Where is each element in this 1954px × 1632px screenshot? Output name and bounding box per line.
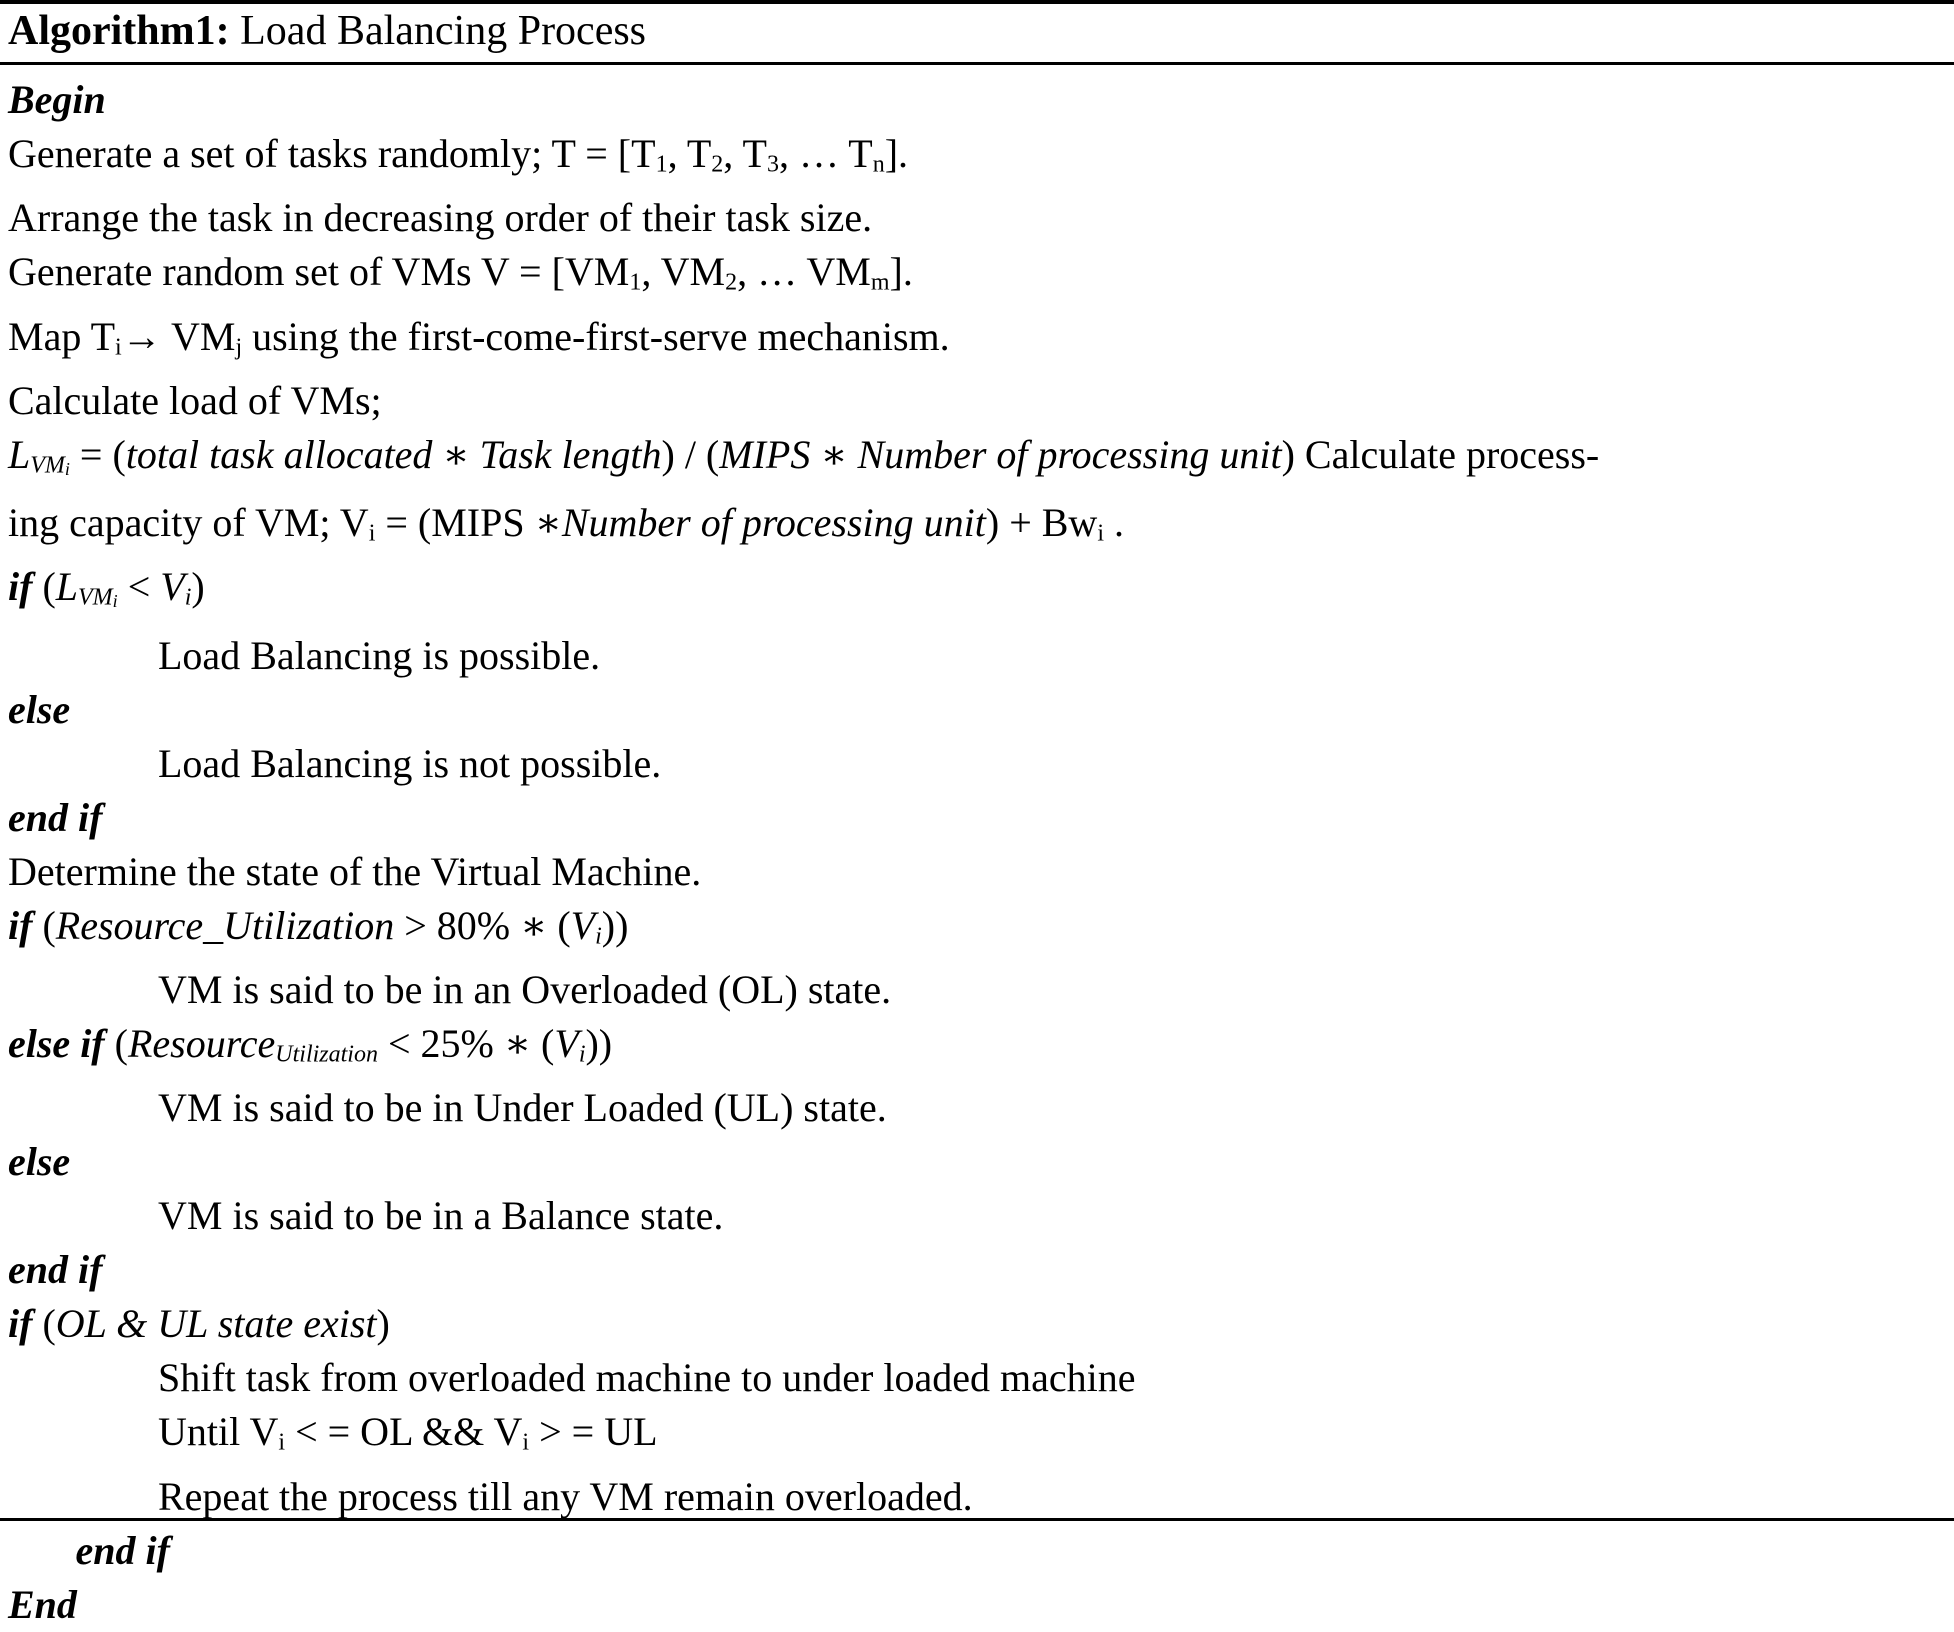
algorithm-line [8, 1135, 1946, 1189]
text-segment: ) [191, 564, 205, 610]
algorithm-line [8, 899, 1946, 963]
text-segment: , T [723, 131, 767, 176]
text-segment: = (MIPS ∗ [375, 500, 562, 546]
algorithm-line [8, 127, 1946, 191]
text-segment: VM [30, 452, 65, 479]
text-segment: end if [75, 1527, 170, 1573]
algorithm-line [8, 1351, 1946, 1405]
text-segment: ( [32, 564, 56, 610]
algorithm-header [0, 4, 1954, 65]
text-segment: < = OL && V [285, 1409, 523, 1455]
text-segment: i [115, 333, 122, 360]
algorithm-line [8, 496, 1946, 560]
text-segment: Shift task from overloaded machine to under loaded machine [158, 1355, 1136, 1401]
text-segment: i [578, 1041, 586, 1068]
text-segment: > 80% ∗ ( [394, 902, 571, 948]
text-segment: = ( [69, 431, 126, 477]
algorithm-line [8, 374, 1946, 428]
text-segment: ) + Bw [985, 500, 1098, 546]
text-segment: V [160, 564, 185, 610]
text-segment: Generate random set of VMs V = [VM [8, 249, 630, 295]
text-segment: if [8, 1301, 33, 1347]
algorithm-header-label: Algorithm1: [8, 8, 230, 54]
text-segment: VM is said to be in a Balance state. [158, 1193, 724, 1239]
algorithm-body [0, 65, 1954, 1632]
text-segment: End [8, 1581, 77, 1627]
text-segment: 1 [655, 151, 668, 178]
text-segment: ( [32, 1301, 56, 1347]
text-segment: , T [667, 131, 712, 176]
text-segment: ) [376, 1301, 390, 1347]
text-segment: else if [8, 1020, 105, 1066]
text-segment: Utilization [275, 1041, 378, 1068]
text-segment: 2 [711, 151, 724, 178]
text-segment: L [8, 431, 31, 477]
text-segment: using the first-come-first-serve mechanism. [242, 313, 950, 359]
text-segment: Map T [8, 313, 116, 359]
text-segment: > = UL [529, 1409, 658, 1455]
algorithm-line [8, 310, 1946, 374]
algorithm-line [8, 1081, 1946, 1135]
algorithm-line [8, 1524, 1946, 1578]
text-segment: )) [585, 1020, 613, 1066]
text-segment: i [595, 922, 602, 949]
text-segment: i [184, 584, 192, 611]
algorithm-line [8, 845, 1946, 899]
text-segment: Number of processing unit [561, 500, 986, 546]
text-segment: 2 [725, 269, 738, 296]
text-segment: → VM [121, 313, 236, 359]
algorithm-line [8, 191, 1946, 245]
text-segment: , … T [779, 131, 873, 176]
text-segment: )) [601, 902, 629, 948]
text-segment: i [368, 520, 376, 547]
text-segment: total task allocated ∗ Task length [125, 431, 662, 477]
algorithm-line [8, 791, 1946, 845]
text-segment: Determine the state of the Virtual Machine. [8, 848, 702, 894]
algorithm-line [8, 963, 1946, 1017]
text-segment: m [870, 269, 890, 296]
text-segment: i [64, 459, 70, 480]
text-segment: Load Balancing is possible. [158, 632, 601, 678]
algorithm-line [8, 1189, 1946, 1243]
algorithm-line [8, 737, 1946, 791]
text-segment: Repeat the process till any VM remain overloaded. [158, 1473, 973, 1519]
text-segment: < 25% ∗ ( [377, 1020, 555, 1066]
algorithm-line [8, 73, 1946, 127]
algorithm-line [8, 1470, 1946, 1524]
text-segment: Begin [8, 77, 106, 122]
text-segment: i [278, 1429, 286, 1456]
text-segment: i [112, 591, 118, 612]
text-segment: n [872, 151, 885, 178]
text-segment: VM is said to be in an Overloaded (OL) state. [158, 966, 892, 1012]
text-segment: else [8, 1139, 71, 1185]
text-segment: , VM [641, 249, 726, 295]
text-segment: Calculate load of VMs; [8, 377, 382, 423]
text-segment: , … VM [737, 249, 871, 295]
text-segment: . [1104, 500, 1124, 546]
text-segment: Generate a set of tasks randomly; T = [T [8, 131, 656, 176]
algorithm-line [8, 560, 1946, 628]
algorithm-header-title: Load Balancing Process [229, 8, 647, 54]
algorithm-line [8, 428, 1946, 496]
text-segment: Resource_Utilization [55, 902, 395, 948]
text-segment: j [235, 333, 243, 360]
text-segment: L [55, 564, 79, 610]
text-segment: Load Balancing is not possible. [158, 740, 662, 786]
text-segment: ]. [884, 131, 909, 176]
text-segment: end if [8, 794, 103, 840]
text-segment: V [570, 902, 596, 948]
algorithm-line [8, 1017, 1946, 1081]
algorithm-line [8, 1297, 1946, 1351]
text-segment: ing capacity of VM; V [8, 500, 369, 546]
text-segment: 3 [767, 151, 779, 178]
algorithm-line [8, 1578, 1946, 1632]
text-segment: end if [8, 1247, 103, 1293]
text-segment: OL & UL state exist [55, 1301, 377, 1347]
text-segment: VM [78, 584, 113, 611]
text-segment: Arrange the task in decreasing order of their task size. [8, 195, 873, 241]
text-segment: i [522, 1429, 530, 1456]
algorithm-line [8, 683, 1946, 737]
algorithm-line [8, 245, 1946, 309]
text-segment: ( [32, 902, 56, 948]
algorithm-line [8, 1405, 1946, 1469]
text-segment: Until V [158, 1409, 279, 1455]
text-segment: ( [104, 1020, 128, 1066]
text-segment: VM is said to be in Under Loaded (UL) state. [158, 1085, 887, 1131]
text-segment: if [8, 564, 33, 610]
text-segment: V [554, 1020, 579, 1066]
text-segment: ]. [889, 249, 913, 295]
text-segment: i [1097, 520, 1104, 547]
text-segment: ) / ( [661, 431, 720, 477]
text-segment: else [8, 686, 71, 732]
text-segment: MIPS ∗ Number of processing unit [719, 431, 1282, 477]
text-segment: if [8, 902, 33, 948]
algorithm-line [8, 629, 1946, 683]
text-segment: ) Calculate process- [1281, 431, 1600, 477]
text-segment: < [117, 564, 161, 610]
algorithm-line [8, 1243, 1946, 1297]
text-segment: 1 [629, 269, 642, 296]
text-segment: Resource [127, 1020, 276, 1066]
